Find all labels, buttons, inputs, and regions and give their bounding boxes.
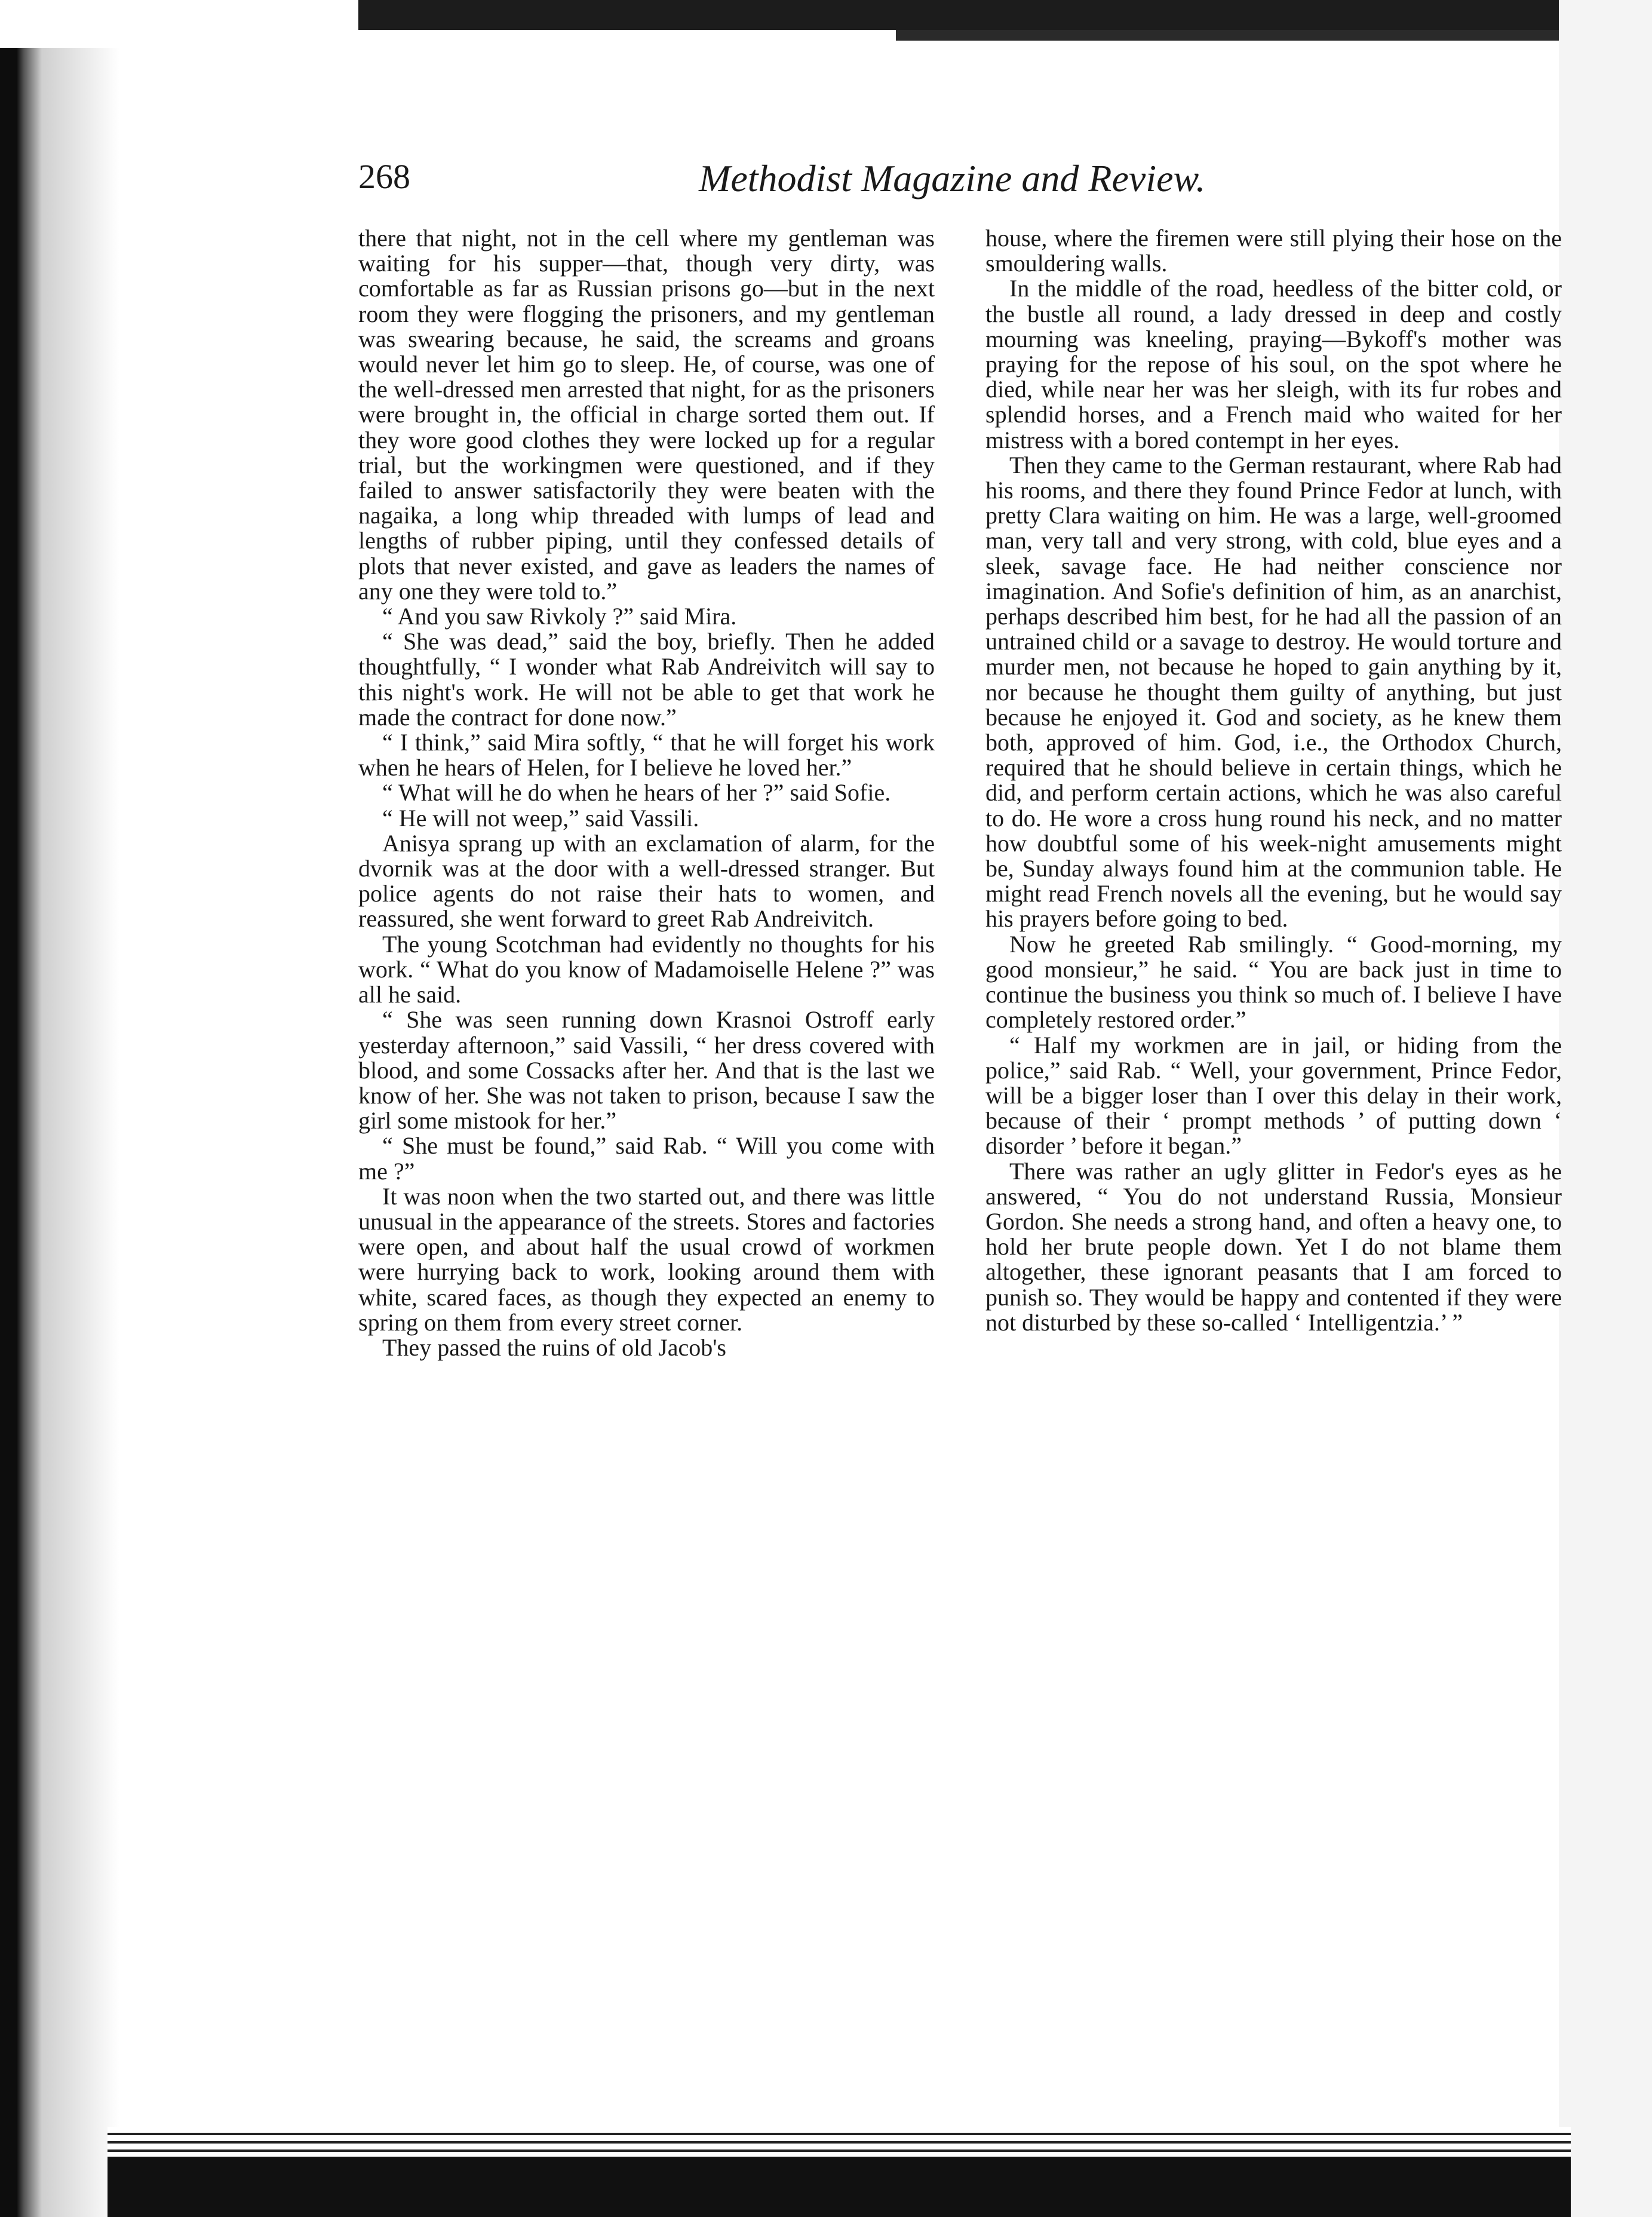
- scan-right-edge: [1559, 0, 1652, 2217]
- scan-top-border: [358, 0, 1571, 30]
- scan-bottom-border: [108, 2157, 1571, 2217]
- paragraph: “ She must be found,” said Rab. “ Will you come with me ?”: [358, 1132, 935, 1185]
- scan-bottom-lines: [108, 2127, 1571, 2157]
- running-title: Methodist Magazine and Review.: [699, 157, 1206, 200]
- paragraph: There was rather an ugly glitter in Fedor's eyes as he answered, “ You do not understand Russia, Monsieur Gordon. She needs a strong hand, and often a heavy one, to hold her brute people down. Yet I do not blame them altogether, these ignorant peasants that I am forced to punish so. They would be happy and contented if they were not disturbed by these so-called ‘ Intelligentzia.’ ”: [985, 1157, 1562, 1336]
- paragraph: The young Scotchman had evidently no thoughts for his work. “ What do you know of Madamoiselle Helene ?” was all he said.: [358, 930, 935, 1008]
- paragraph: Now he greeted Rab smilingly. “ Good-morning, my good monsieur,” he said. “ You are back just in time to continue the business you think so much of. I believe I have completely restored order.”: [985, 930, 1562, 1034]
- paragraph: “ I think,” said Mira softly, “ that he will forget his work when he hears of Helen, for I believe he loved her.”: [358, 729, 935, 781]
- paragraph: It was noon when the two started out, and there was little unusual in the appearance of the streets. Stores and factories were open, and about half the usual crowd of workmen were hurrying back to work, looking around them with white, scared faces, as though they expected an enemy to spring on them from every street corner.: [358, 1182, 935, 1336]
- paragraph: “ She was dead,” said the boy, briefly. Then he added thoughtfully, “ I wonder what Rab Andreivitch will say to this night's work. He will not be able to get that work he made the contract for done now.”: [358, 628, 935, 731]
- paragraph: “ Half my workmen are in jail, or hiding from the police,” said Rab. “ Well, your government, Prince Fedor, will be a bigger loser than I over this delay in their work, because of their ‘ prompt methods ’ of putting down ‘ disorder ’ before it began.”: [985, 1031, 1562, 1160]
- paragraph: “ She was seen running down Krasnoi Ostroff early yesterday afternoon,” said Vassili, “ her dress covered with blood, and some Cossacks after her. And that is the last we know of her. She was not taken to prison, because I saw the girl some mistook for her.”: [358, 1006, 935, 1134]
- paragraph: They passed the ruins of old Jacob's: [382, 1333, 726, 1361]
- paragraph: Anisya sprang up with an exclamation of alarm, for the dvornik was at the door with a well-dressed stranger. But police agents do not raise their hats to women, and reassured, she went forward to greet Rab Andreivitch.: [358, 829, 935, 933]
- page-number: 268: [358, 157, 410, 196]
- paragraph: Then they came to the German restaurant, where Rab had his rooms, and there they found Prince Fedor at lunch, with pretty Clara waiting on him. He was a large, well-groomed man, very tall and very strong, with cold, blue eyes and a sleek, savage face. He had neither conscience nor imagination. And Sofie's definition of him, as an anarchist, perhaps described him best, for he had all the passion of an untrained child or a savage to destroy. He would torture and murder men, not because he hoped to gain anything by it, nor because he thought them guilty of anything, but just because he enjoyed it. God and society, as he knew them both, approved of him. God, i.e., the Orthodox Church, required that he should believe in certain things, which he did, and perform certain actions, which he was also careful to do. He wore a cross hung round his neck, and no matter how doubtful some of his week-night amusements might be, Sunday always found him at the communion table. He might read French novels all the evening, but he would say his prayers before going to bed.: [985, 451, 1562, 933]
- paragraph: house, where the firemen were still plying their hose on the smouldering walls.: [985, 225, 1562, 277]
- scan-top-border-shadow: [896, 30, 1630, 41]
- scan-binding-margin: [0, 48, 119, 2217]
- left-column: [358, 226, 935, 1360]
- paragraph: “ And you saw Rivkoly ?” said Mira.: [382, 603, 737, 630]
- right-column: [985, 226, 1562, 1335]
- paragraph: In the middle of the road, heedless of the bitter cold, or the bustle all round, a lady dressed in deep and costly mourning was kneeling, praying—Bykoff's mother was praying for the repose of his soul, on the spot where he died, while near her was her sleigh, with its fur robes and splendid horses, and a French maid who waited for her mistress with a bored contempt in her eyes.: [985, 275, 1562, 453]
- paragraph: there that night, not in the cell where my gentleman was waiting for his supper—that, though very dirty, was comfortable as far as Russian prisons go—but in the next room they were flogging the prisoners, and my gentleman was swearing because, he said, the screams and groans would never let him go to sleep. He, of course, was one of the well-dressed men arrested that night, for as the prisoners were brought in, the official in charge sorted them out. If they wore good clothes they were locked up for a regular trial, but the workingmen were questioned, and if they failed to answer satisfactorily they were beaten with the nagaika, a long whip threaded with lumps of lead and lengths of rubber piping, until they confessed details of plots that never existed, and gave as leaders the names of any one they were told to.”: [358, 225, 935, 605]
- paragraph: “ What will he do when he hears of her ?” said Sofie.: [382, 779, 891, 807]
- paragraph: “ He will not weep,” said Vassili.: [382, 804, 699, 832]
- page-header: [358, 157, 1236, 204]
